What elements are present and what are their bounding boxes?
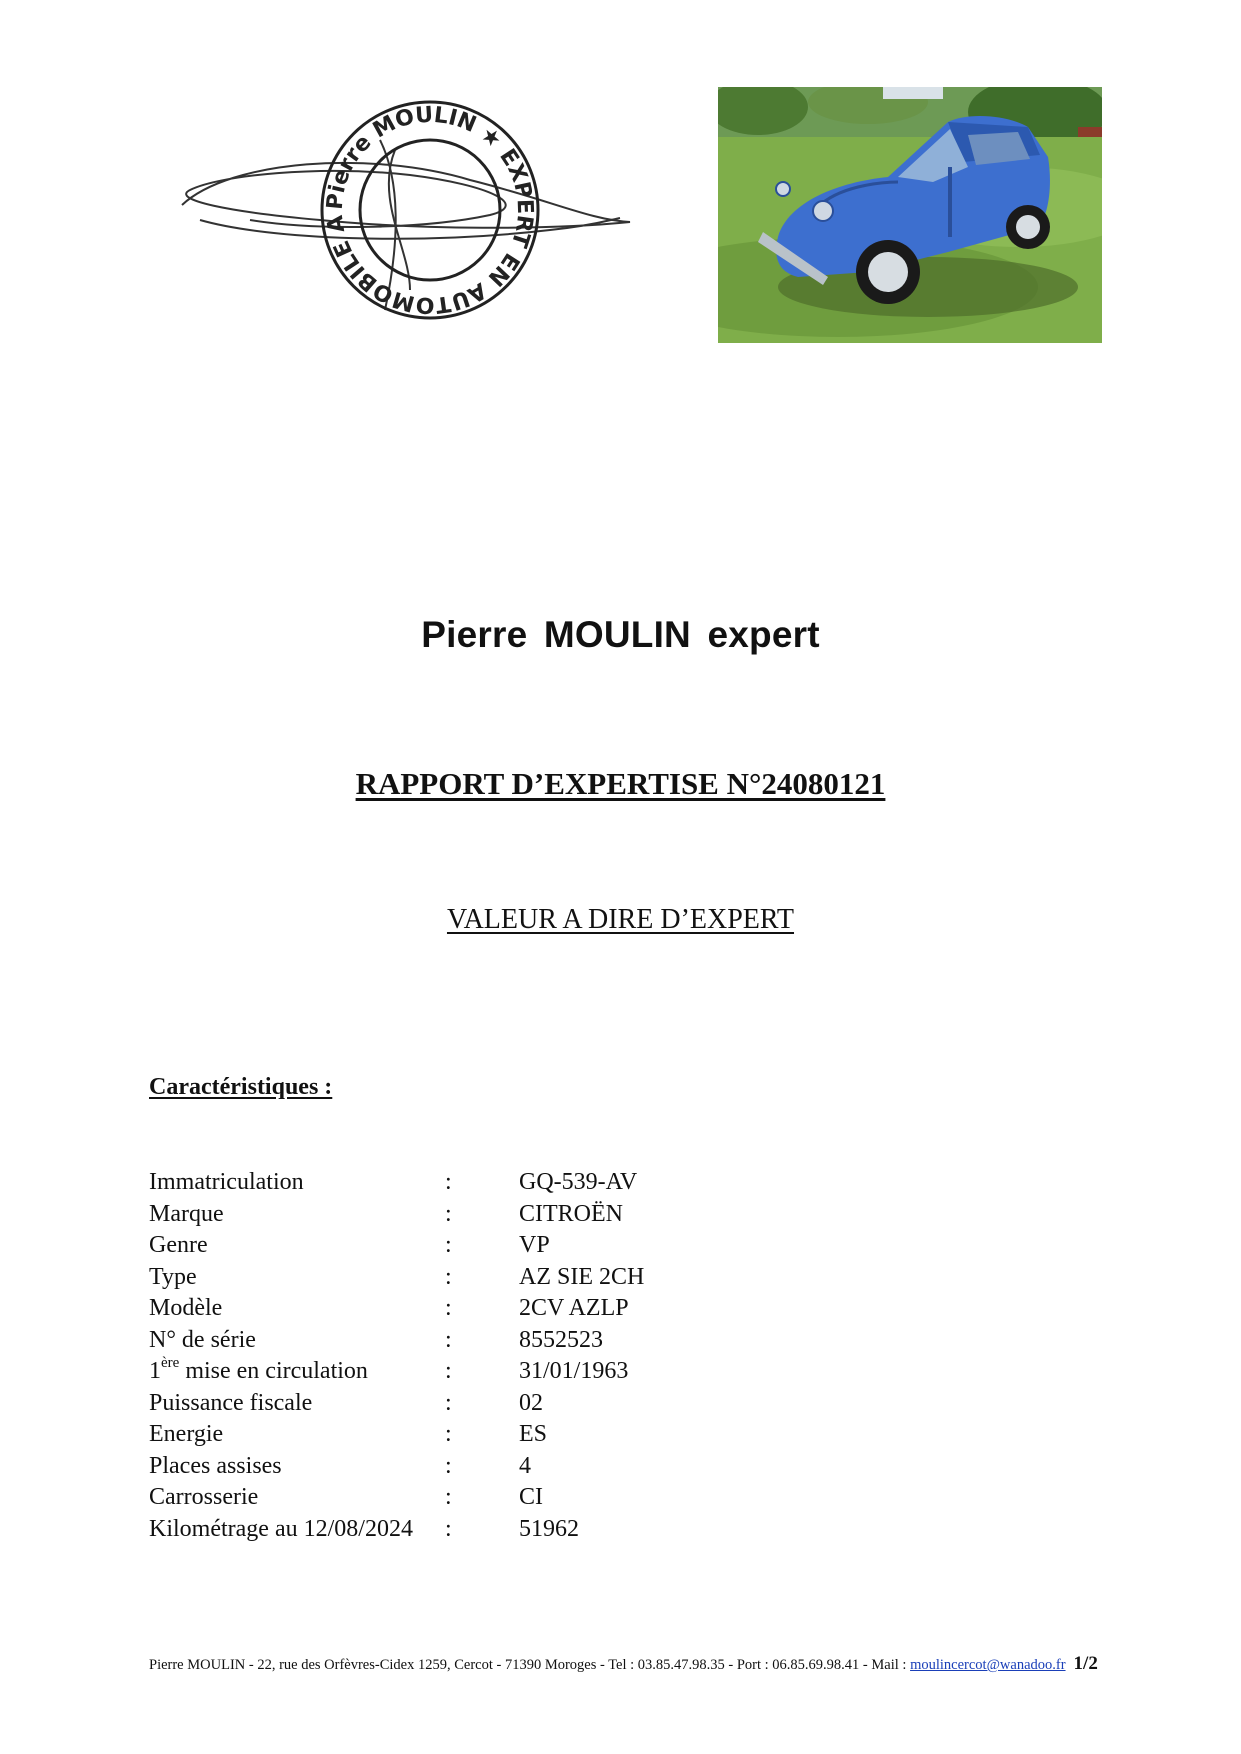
spec-colon: : <box>445 1421 452 1447</box>
spec-label: Places assises <box>149 1452 282 1479</box>
spec-label: Kilométrage au 12/08/2024 <box>149 1515 413 1542</box>
spec-row-numero-serie <box>149 1325 849 1357</box>
signature-stamp-icon <box>170 80 650 340</box>
expert-name-title: Pierre MOULIN expert <box>421 614 820 655</box>
spec-value: 31/01/1963 <box>519 1358 629 1384</box>
spec-label: Puissance fiscale <box>149 1389 313 1416</box>
spec-row-modele <box>149 1293 849 1325</box>
spec-label: Carrosserie <box>149 1484 259 1510</box>
spec-row-genre <box>149 1230 849 1262</box>
footer-contact-text: Pierre MOULIN - 22, rue des Orfèvres-Cidex 1259, Cercot - 71390 Moroges - Tel : 03.85.47.98.35 - Port : 06.85.69.98.41 - Mail : <box>149 1657 911 1673</box>
spec-colon: : <box>445 1515 452 1542</box>
spec-label-superscript: ère <box>161 1355 180 1371</box>
spec-value: 02 <box>519 1389 543 1416</box>
spec-label: Energie <box>149 1421 224 1447</box>
spec-row-type <box>149 1262 849 1294</box>
spec-colon: : <box>445 1169 452 1195</box>
report-title: RAPPORT D’EXPERTISE N°24080121 <box>355 766 886 801</box>
spec-row-carrosserie <box>149 1482 849 1514</box>
spec-value: 51962 <box>519 1515 579 1542</box>
spec-value: 2CV AZLP <box>519 1295 629 1321</box>
characteristics-heading: Caractéristiques : <box>149 1074 333 1100</box>
spec-label: Genre <box>149 1232 208 1258</box>
spec-colon: : <box>445 1295 452 1321</box>
spec-value: CITROËN <box>519 1200 623 1227</box>
spec-value: 8552523 <box>519 1326 603 1353</box>
spec-label <box>149 1356 445 1388</box>
page-number: 1/2 <box>1073 1653 1098 1674</box>
spec-value: ES <box>519 1421 548 1447</box>
footer-email-link[interactable]: moulincercot@wanadoo.fr <box>910 1657 1066 1673</box>
report-subtitle: VALEUR A DIRE D’EXPERT <box>446 904 795 935</box>
spec-value: VP <box>519 1232 550 1258</box>
spec-value: GQ-539-AV <box>519 1169 638 1195</box>
spec-colon: : <box>445 1484 452 1510</box>
spec-row-immatriculation <box>149 1167 849 1199</box>
car-photo <box>718 87 1102 343</box>
stamp-ring-text: Pierre MOULIN ★ EXPERT EN AUTOMOBILE A <box>322 102 538 318</box>
spec-label: Marque <box>149 1200 224 1227</box>
spec-row-marque <box>149 1199 849 1231</box>
spec-colon: : <box>445 1358 452 1384</box>
spec-value: AZ SIE 2CH <box>519 1263 645 1290</box>
spec-colon: : <box>445 1326 452 1353</box>
spec-row-puissance-fiscale <box>149 1388 849 1420</box>
spec-label-text: mise en circulation <box>179 1358 368 1384</box>
spec-row-mise-en-circulation <box>149 1356 849 1388</box>
spec-value: CI <box>519 1484 543 1510</box>
spec-label-prefix: 1 <box>149 1358 161 1384</box>
spec-value: 4 <box>519 1452 531 1479</box>
expert-stamp <box>170 80 650 340</box>
spec-colon: : <box>445 1389 452 1416</box>
characteristics-list <box>149 1167 849 1545</box>
spec-colon: : <box>445 1232 452 1258</box>
spec-colon: : <box>445 1452 452 1479</box>
spec-row-energie <box>149 1419 849 1451</box>
spec-label: Modèle <box>149 1295 223 1321</box>
spec-label: Type <box>149 1263 197 1290</box>
spec-label: Immatriculation <box>149 1169 304 1195</box>
page-footer <box>149 1653 1099 1675</box>
spec-row-kilometrage <box>149 1514 849 1546</box>
spec-colon: : <box>445 1263 452 1290</box>
spec-label: N° de série <box>149 1326 256 1353</box>
car-photo-icon <box>718 87 1102 343</box>
spec-row-places-assises <box>149 1451 849 1483</box>
spec-colon: : <box>445 1200 452 1227</box>
